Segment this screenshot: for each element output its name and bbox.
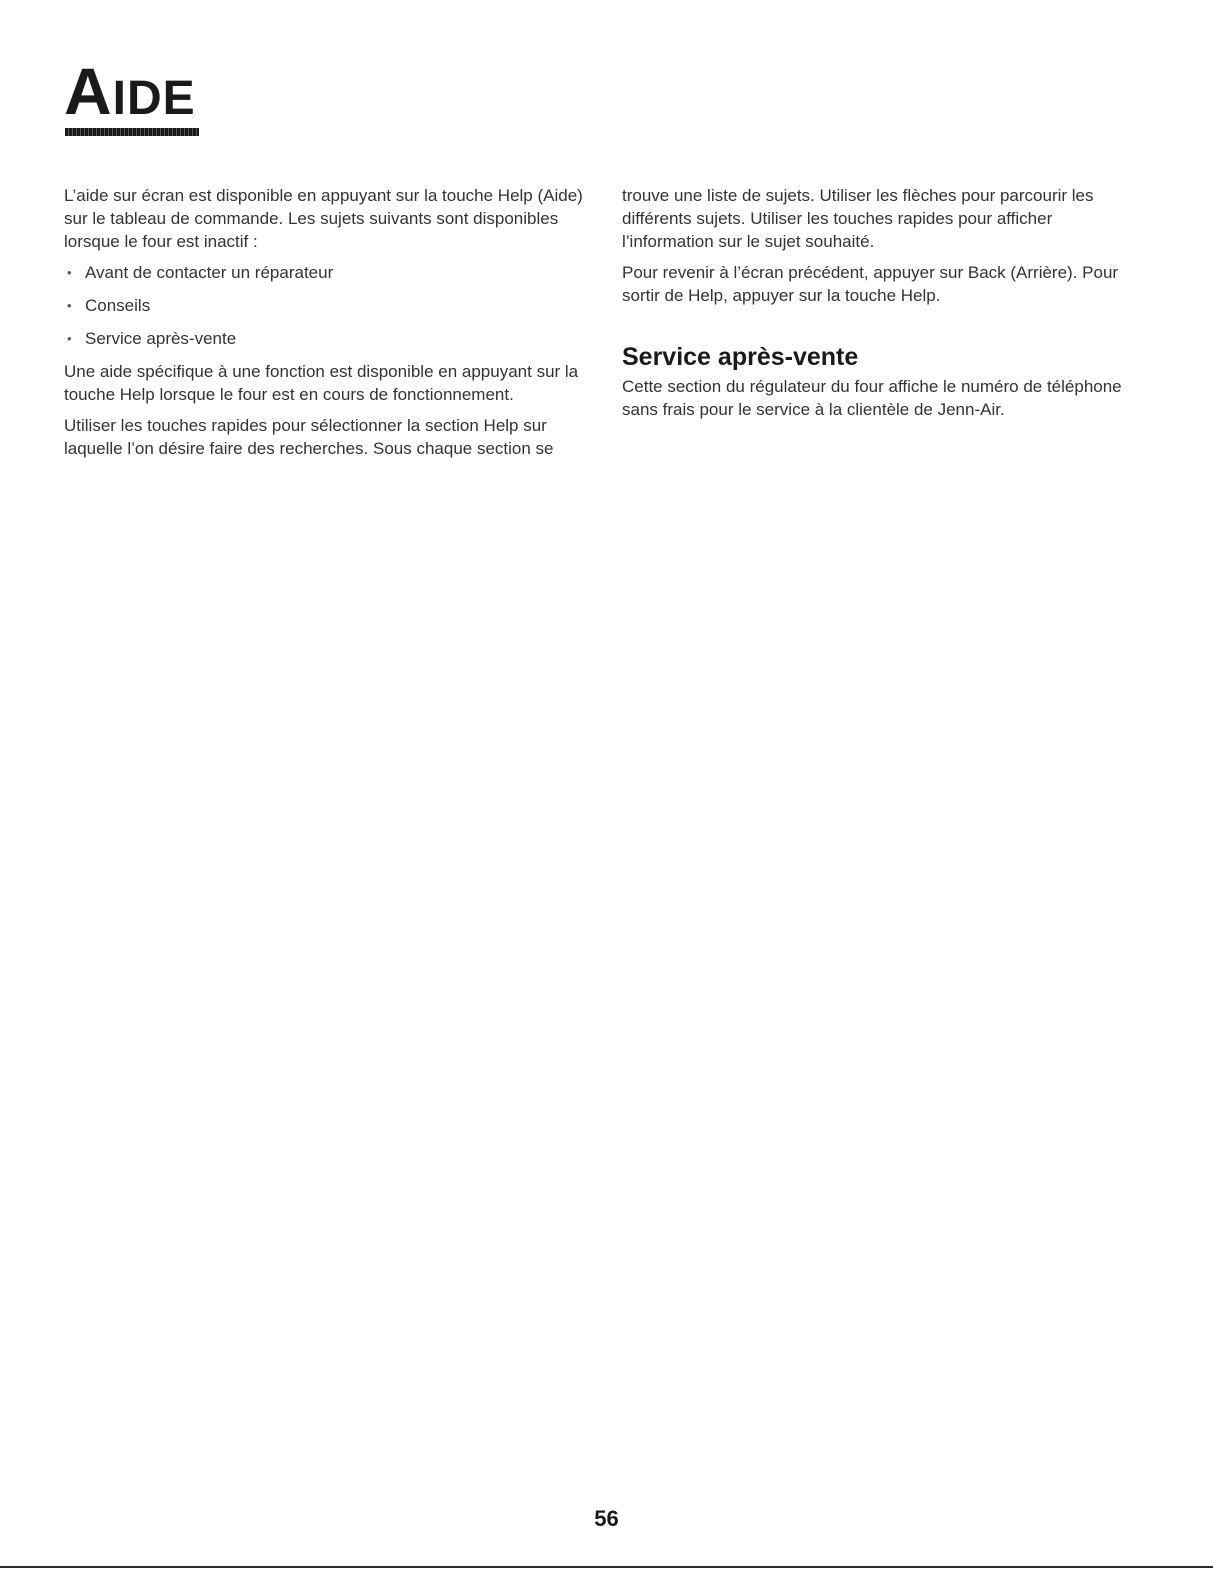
topic-list-item: • Service après-vente [64, 327, 592, 350]
topic-list-item: • Avant de contacter un réparateur [64, 261, 592, 284]
specific-help-paragraph: Une aide spécifique à une fonction est disponible en appuyant sur la touche Help lorsque le four est en cours de fonctionnement. [64, 362, 579, 404]
title-underline-rule [65, 128, 199, 136]
bottom-rule [0, 1566, 1213, 1568]
page-number: 56 [594, 1506, 619, 1531]
back-navigation-paragraph: Pour revenir à l’écran précédent, appuyer sur Back (Arrière). Pour sortir de Help, appuyer sur la touche Help. [622, 263, 1119, 305]
section-heading-service: Service après-vente [622, 343, 859, 371]
topic-list-item: • Conseils [64, 294, 592, 317]
intro-paragraph: L’aide sur écran est disponible en appuyant sur la touche Help (Aide) sur le tableau de commande. Les sujets suivants sont disponibles lorsque le four est inactif : [64, 186, 583, 251]
topics-list [64, 261, 592, 350]
right-column [622, 184, 1142, 429]
left-column [64, 184, 592, 468]
page-title-initial: A [64, 54, 113, 128]
shortcut-keys-paragraph: Utiliser les touches rapides pour sélectionner la section Help sur laquelle l’on désire faire des recherches. Sous chaque section se [64, 416, 554, 458]
continued-paragraph: trouve une liste de sujets. Utiliser les flèches pour parcourir les différents sujets. Utiliser les touches rapides pour afficher l’information sur le sujet souhaité. [622, 186, 1094, 251]
service-section-paragraph: Cette section du régulateur du four affiche le numéro de téléphone sans frais pour le service à la clientèle de Jenn-Air. [622, 377, 1122, 419]
page-title [64, 54, 196, 128]
page-title-rest: IDE [112, 72, 196, 125]
